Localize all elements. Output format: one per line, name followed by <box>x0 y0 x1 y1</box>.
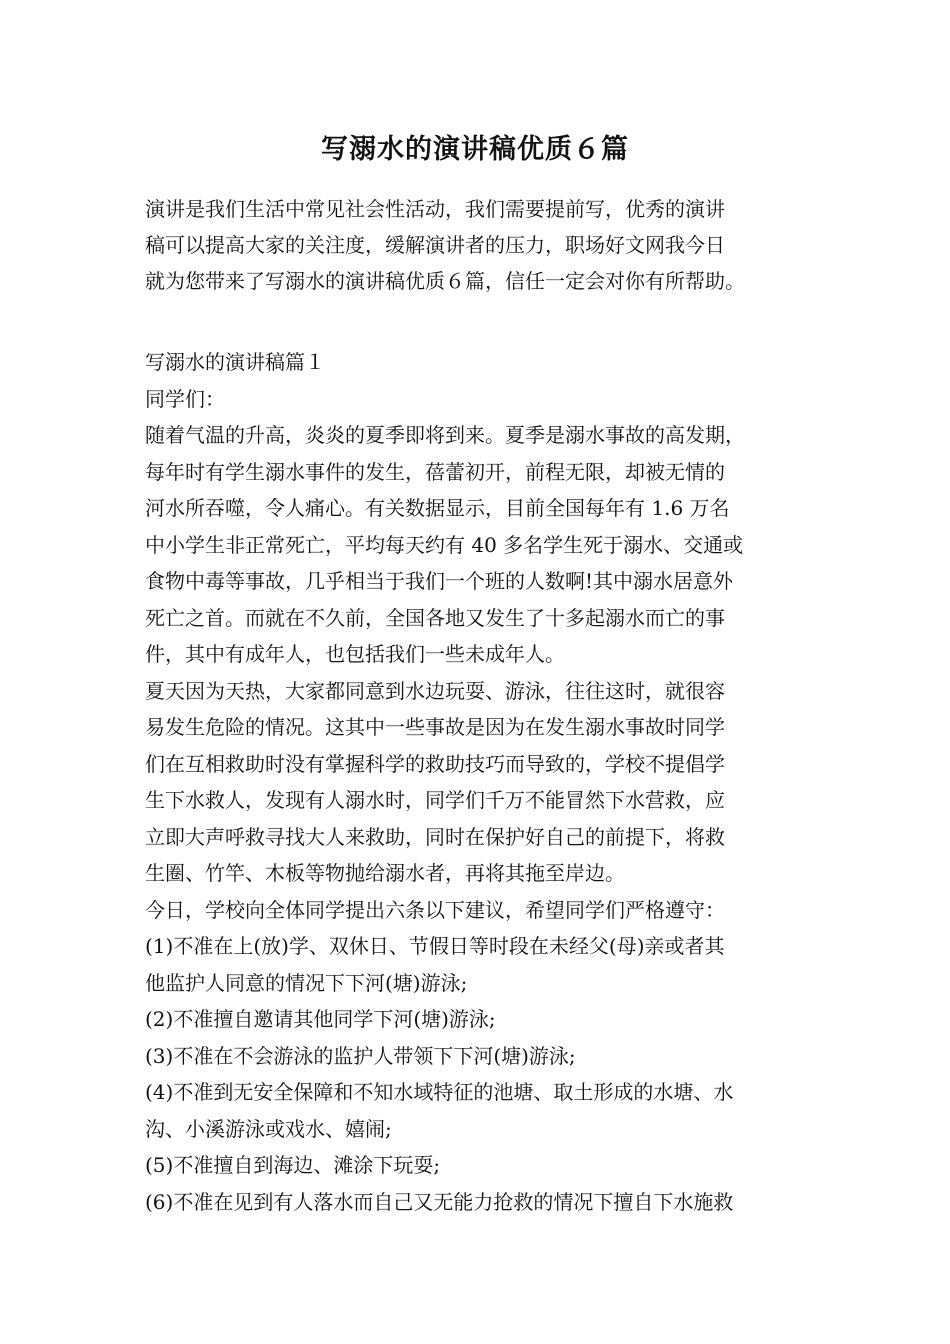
section-heading: 写溺水的演讲稿篇１ <box>145 350 325 374</box>
body-line: 件，其中有成年人，也包括我们一些未成年人。 <box>145 642 565 666</box>
body-line: 中小学生非正常死亡，平均每天约有 40 多名学生死于溺水、交通或 <box>145 532 744 557</box>
body-line: 立即大声呼救寻找大人来救助，同时在保护好自己的前提下，将救 <box>145 824 725 849</box>
rule-item: (5)不准擅自到海边、滩涂下玩耍; <box>145 1153 441 1177</box>
rule-item: (2)不准擅自邀请其他同学下河(塘)游泳; <box>145 1007 496 1031</box>
intro-line: 就为您带来了写溺水的演讲稿优质６篇，信任一定会对你有所帮助。 <box>145 269 745 293</box>
body-line: 易发生危险的情况。这其中一些事故是因为在发生溺水事故时同学 <box>145 715 725 739</box>
body-line: 随着气温的升高，炎炎的夏季即将到来。夏季是溺水事故的高发期， <box>145 423 745 447</box>
rule-item: 他监护人同意的情况下下河(塘)游泳; <box>145 970 468 995</box>
body-line: 夏天因为天热，大家都同意到水边玩耍、游泳，往往这时，就很容 <box>145 678 725 703</box>
body-line: 食物中毒等事故，几乎相当于我们一个班的人数啊!其中溺水居意外 <box>145 569 734 593</box>
body-line: 每年时有学生溺水事件的发生，蓓蕾初开，前程无限，却被无情的 <box>145 459 725 484</box>
intro-line: 演讲是我们生活中常见社会性活动，我们需要提前写，优秀的演讲 <box>145 197 725 221</box>
rule-item: (4)不准到无安全保障和不知水域特征的池塘、取土形成的水塘、水 <box>145 1080 734 1104</box>
body-line: 死亡之首。而就在不久前，全国各地又发生了十多起溺水而亡的事 <box>145 605 725 630</box>
intro-line: 稿可以提高大家的关注度，缓解演讲者的压力，职场好文网我今日 <box>145 233 725 257</box>
body-line: 今日，学校向全体同学提出六条以下建议，希望同学们严格遵守： <box>145 897 725 922</box>
intro-paragraph <box>145 191 825 299</box>
rule-item: (1)不准在上(放)学、双休日、节假日等时段在未经父(母)亲或者其 <box>145 934 725 958</box>
body-line: 生下水救人，发现有人溺水时，同学们千万不能冒然下水营救，应 <box>145 788 725 812</box>
body-line: 们在互相救助时没有掌握科学的救助技巧而导致的，学校不提倡学 <box>145 751 725 776</box>
body-text <box>145 344 835 1220</box>
rule-item: (6)不准在见到有人落水而自己又无能力抢救的情况下擅自下水施救 <box>145 1189 734 1214</box>
rule-item: (3)不准在不会游泳的监护人带领下下河(塘)游泳; <box>145 1043 576 1068</box>
salutation: 同学们： <box>145 386 225 411</box>
document-title: 写溺水的演讲稿优质６篇 <box>321 134 629 165</box>
body-line: 河水所吞噬，令人痛心。有关数据显示，目前全国每年有 1.6 万名 <box>145 496 730 520</box>
rule-item: 沟、小溪游泳或戏水、嬉闹; <box>145 1116 392 1141</box>
body-line: 生圈、竹竿、木板等物抛给溺水者，再将其拖至岸边。 <box>145 861 625 885</box>
